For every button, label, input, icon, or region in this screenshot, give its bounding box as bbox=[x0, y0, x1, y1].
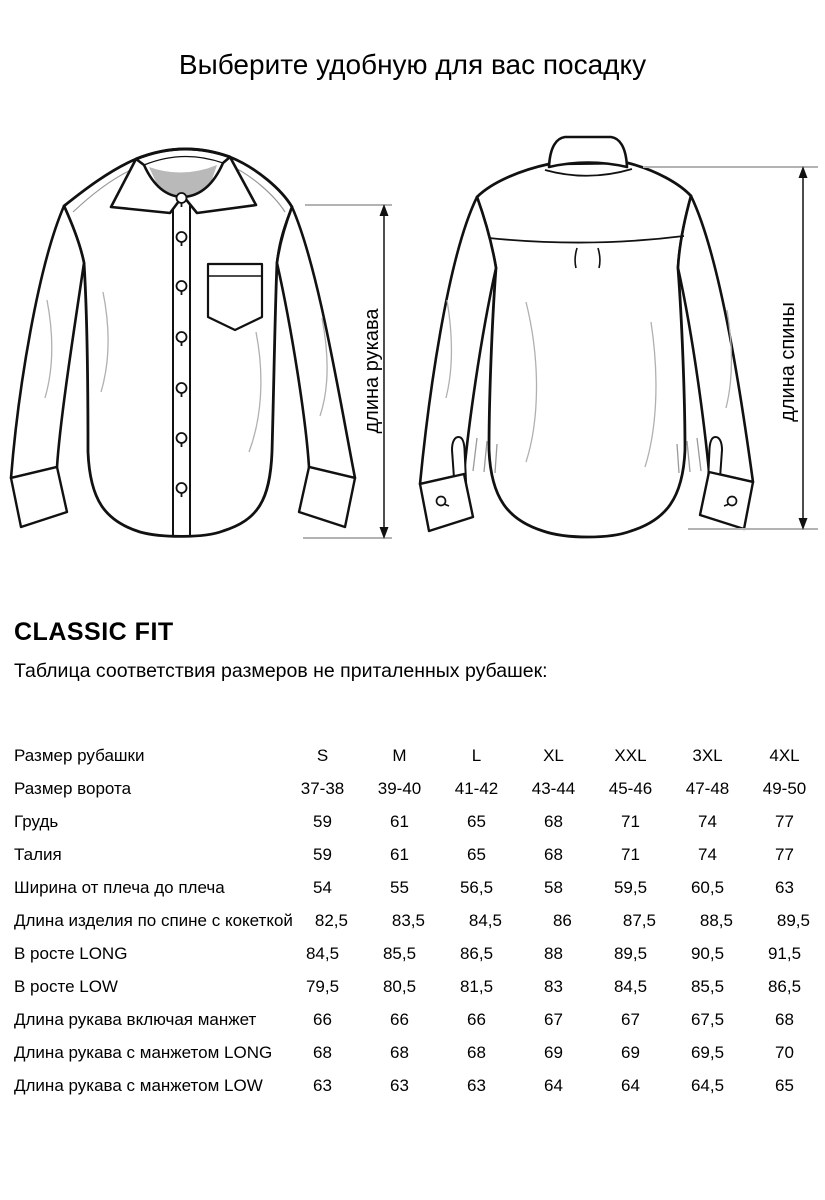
size-cell: 61 bbox=[390, 844, 409, 864]
size-cell: 69,5 bbox=[690, 1042, 725, 1062]
size-cell: 88,5 bbox=[699, 910, 733, 930]
size-cell: 37-38 bbox=[300, 778, 345, 798]
size-cell: 91,5 bbox=[767, 943, 802, 963]
table-row bbox=[14, 904, 823, 937]
size-cell: 66 bbox=[313, 1009, 332, 1029]
table-row bbox=[14, 937, 823, 970]
size-cell: 4XL bbox=[769, 745, 800, 765]
row-label: Длина рукава с манжетом LOW bbox=[14, 1075, 263, 1095]
row-label: Размер ворота bbox=[14, 778, 132, 798]
size-cell: 77 bbox=[775, 844, 794, 864]
size-cell: M bbox=[392, 745, 407, 765]
size-cell: 86,5 bbox=[767, 976, 802, 996]
size-cell: 68 bbox=[390, 1042, 409, 1062]
size-cell: XL bbox=[543, 745, 564, 765]
size-cell: 58 bbox=[544, 877, 563, 897]
size-cell: 65 bbox=[467, 844, 486, 864]
chest-pocket bbox=[208, 264, 262, 330]
size-cell: 86 bbox=[552, 910, 572, 930]
size-cell: 81,5 bbox=[459, 976, 494, 996]
section-heading: CLASSIC FIT bbox=[14, 618, 174, 646]
size-cell: 89,5 bbox=[613, 943, 648, 963]
size-cell: 47-48 bbox=[685, 778, 730, 798]
size-cell: 63 bbox=[390, 1075, 409, 1095]
size-cell: S bbox=[316, 745, 329, 765]
row-label: Длина рукава с манжетом LONG bbox=[14, 1042, 273, 1062]
size-cell: 68 bbox=[544, 811, 563, 831]
size-cell: 88 bbox=[544, 943, 563, 963]
size-cell: 65 bbox=[775, 1075, 794, 1095]
size-cell: 39-40 bbox=[377, 778, 422, 798]
shirt-front-drawing bbox=[11, 149, 392, 539]
size-cell: 61 bbox=[390, 811, 409, 831]
size-cell: 77 bbox=[775, 811, 794, 831]
shirt-back-drawing bbox=[420, 137, 818, 537]
page-title: Выберите удобную для вас посадку bbox=[178, 49, 647, 80]
back-left-cuff bbox=[420, 474, 473, 531]
size-cell: 89,5 bbox=[776, 910, 810, 930]
row-label: Размер рубашки bbox=[14, 745, 145, 765]
size-cell: 84,5 bbox=[613, 976, 648, 996]
size-cell: 63 bbox=[313, 1075, 332, 1095]
size-cell: 90,5 bbox=[690, 943, 725, 963]
table-row bbox=[14, 871, 823, 904]
row-label: В росте LONG bbox=[14, 943, 128, 963]
table-row bbox=[14, 1069, 823, 1102]
table-row bbox=[14, 1003, 823, 1036]
size-cell: 59,5 bbox=[613, 877, 648, 897]
size-cell: 66 bbox=[390, 1009, 409, 1029]
size-cell: XXL bbox=[614, 745, 647, 765]
size-cell: 70 bbox=[775, 1042, 794, 1062]
size-cell: 49-50 bbox=[762, 778, 807, 798]
back-right-cuff bbox=[700, 472, 753, 529]
size-cell: 85,5 bbox=[690, 976, 725, 996]
size-cell: 43-44 bbox=[531, 778, 576, 798]
size-cell: 69 bbox=[544, 1042, 563, 1062]
sleeve-length-label: длина рукава bbox=[361, 308, 383, 434]
shirt-drawings bbox=[0, 120, 825, 600]
row-label: Ширина от плеча до плеча bbox=[14, 877, 225, 897]
size-cell: 84,5 bbox=[468, 910, 502, 930]
size-cell: 71 bbox=[621, 844, 640, 864]
table-row bbox=[14, 1036, 823, 1069]
row-label: В росте LOW bbox=[14, 976, 118, 996]
row-label: Длина изделия по спине с кокеткой bbox=[14, 910, 293, 930]
size-cell: 67 bbox=[544, 1009, 563, 1029]
front-left-cuff bbox=[11, 467, 67, 527]
size-cell: 63 bbox=[467, 1075, 486, 1095]
size-cell: 79,5 bbox=[305, 976, 340, 996]
size-cell: 86,5 bbox=[459, 943, 494, 963]
size-cell: 64 bbox=[544, 1075, 563, 1095]
size-cell: 68 bbox=[775, 1009, 794, 1029]
size-cell: L bbox=[471, 745, 482, 765]
size-cell: 74 bbox=[698, 844, 717, 864]
section-subtitle: Таблица соответствия размеров не приталенных рубашек: bbox=[14, 660, 548, 682]
size-cell: 65 bbox=[467, 811, 486, 831]
size-cell: 59 bbox=[313, 811, 332, 831]
row-label: Длина рукава включая манжет bbox=[14, 1009, 257, 1029]
size-cell: 64 bbox=[621, 1075, 640, 1095]
front-right-cuff bbox=[299, 467, 355, 527]
size-cell: 55 bbox=[390, 877, 409, 897]
size-cell: 85,5 bbox=[382, 943, 417, 963]
size-cell: 68 bbox=[313, 1042, 332, 1062]
size-cell: 84,5 bbox=[305, 943, 340, 963]
size-cell: 80,5 bbox=[382, 976, 417, 996]
size-cell: 71 bbox=[621, 811, 640, 831]
size-cell: 74 bbox=[698, 811, 717, 831]
size-cell: 87,5 bbox=[622, 910, 656, 930]
table-row bbox=[14, 805, 823, 838]
table-header-row bbox=[14, 739, 823, 772]
size-cell: 56,5 bbox=[459, 877, 494, 897]
size-cell: 67 bbox=[621, 1009, 640, 1029]
size-cell: 64,5 bbox=[690, 1075, 725, 1095]
size-cell: 45-46 bbox=[608, 778, 653, 798]
back-length-label: длина спины bbox=[777, 302, 799, 422]
size-cell: 68 bbox=[467, 1042, 486, 1062]
size-cell: 3XL bbox=[692, 745, 723, 765]
size-cell: 41-42 bbox=[454, 778, 499, 798]
row-label: Грудь bbox=[14, 811, 59, 831]
size-cell: 83,5 bbox=[391, 910, 425, 930]
size-cell: 83 bbox=[544, 976, 563, 996]
table-row bbox=[14, 838, 823, 871]
size-cell: 63 bbox=[775, 877, 794, 897]
size-cell: 54 bbox=[313, 877, 332, 897]
size-cell: 82,5 bbox=[314, 910, 348, 930]
row-label: Талия bbox=[14, 844, 62, 864]
size-cell: 66 bbox=[467, 1009, 486, 1029]
size-cell: 60,5 bbox=[690, 877, 725, 897]
size-cell: 68 bbox=[544, 844, 563, 864]
size-cell: 67,5 bbox=[690, 1009, 725, 1029]
table-row bbox=[14, 772, 823, 805]
table-row bbox=[14, 970, 823, 1003]
size-table bbox=[14, 739, 823, 1102]
size-cell: 69 bbox=[621, 1042, 640, 1062]
size-cell: 59 bbox=[313, 844, 332, 864]
